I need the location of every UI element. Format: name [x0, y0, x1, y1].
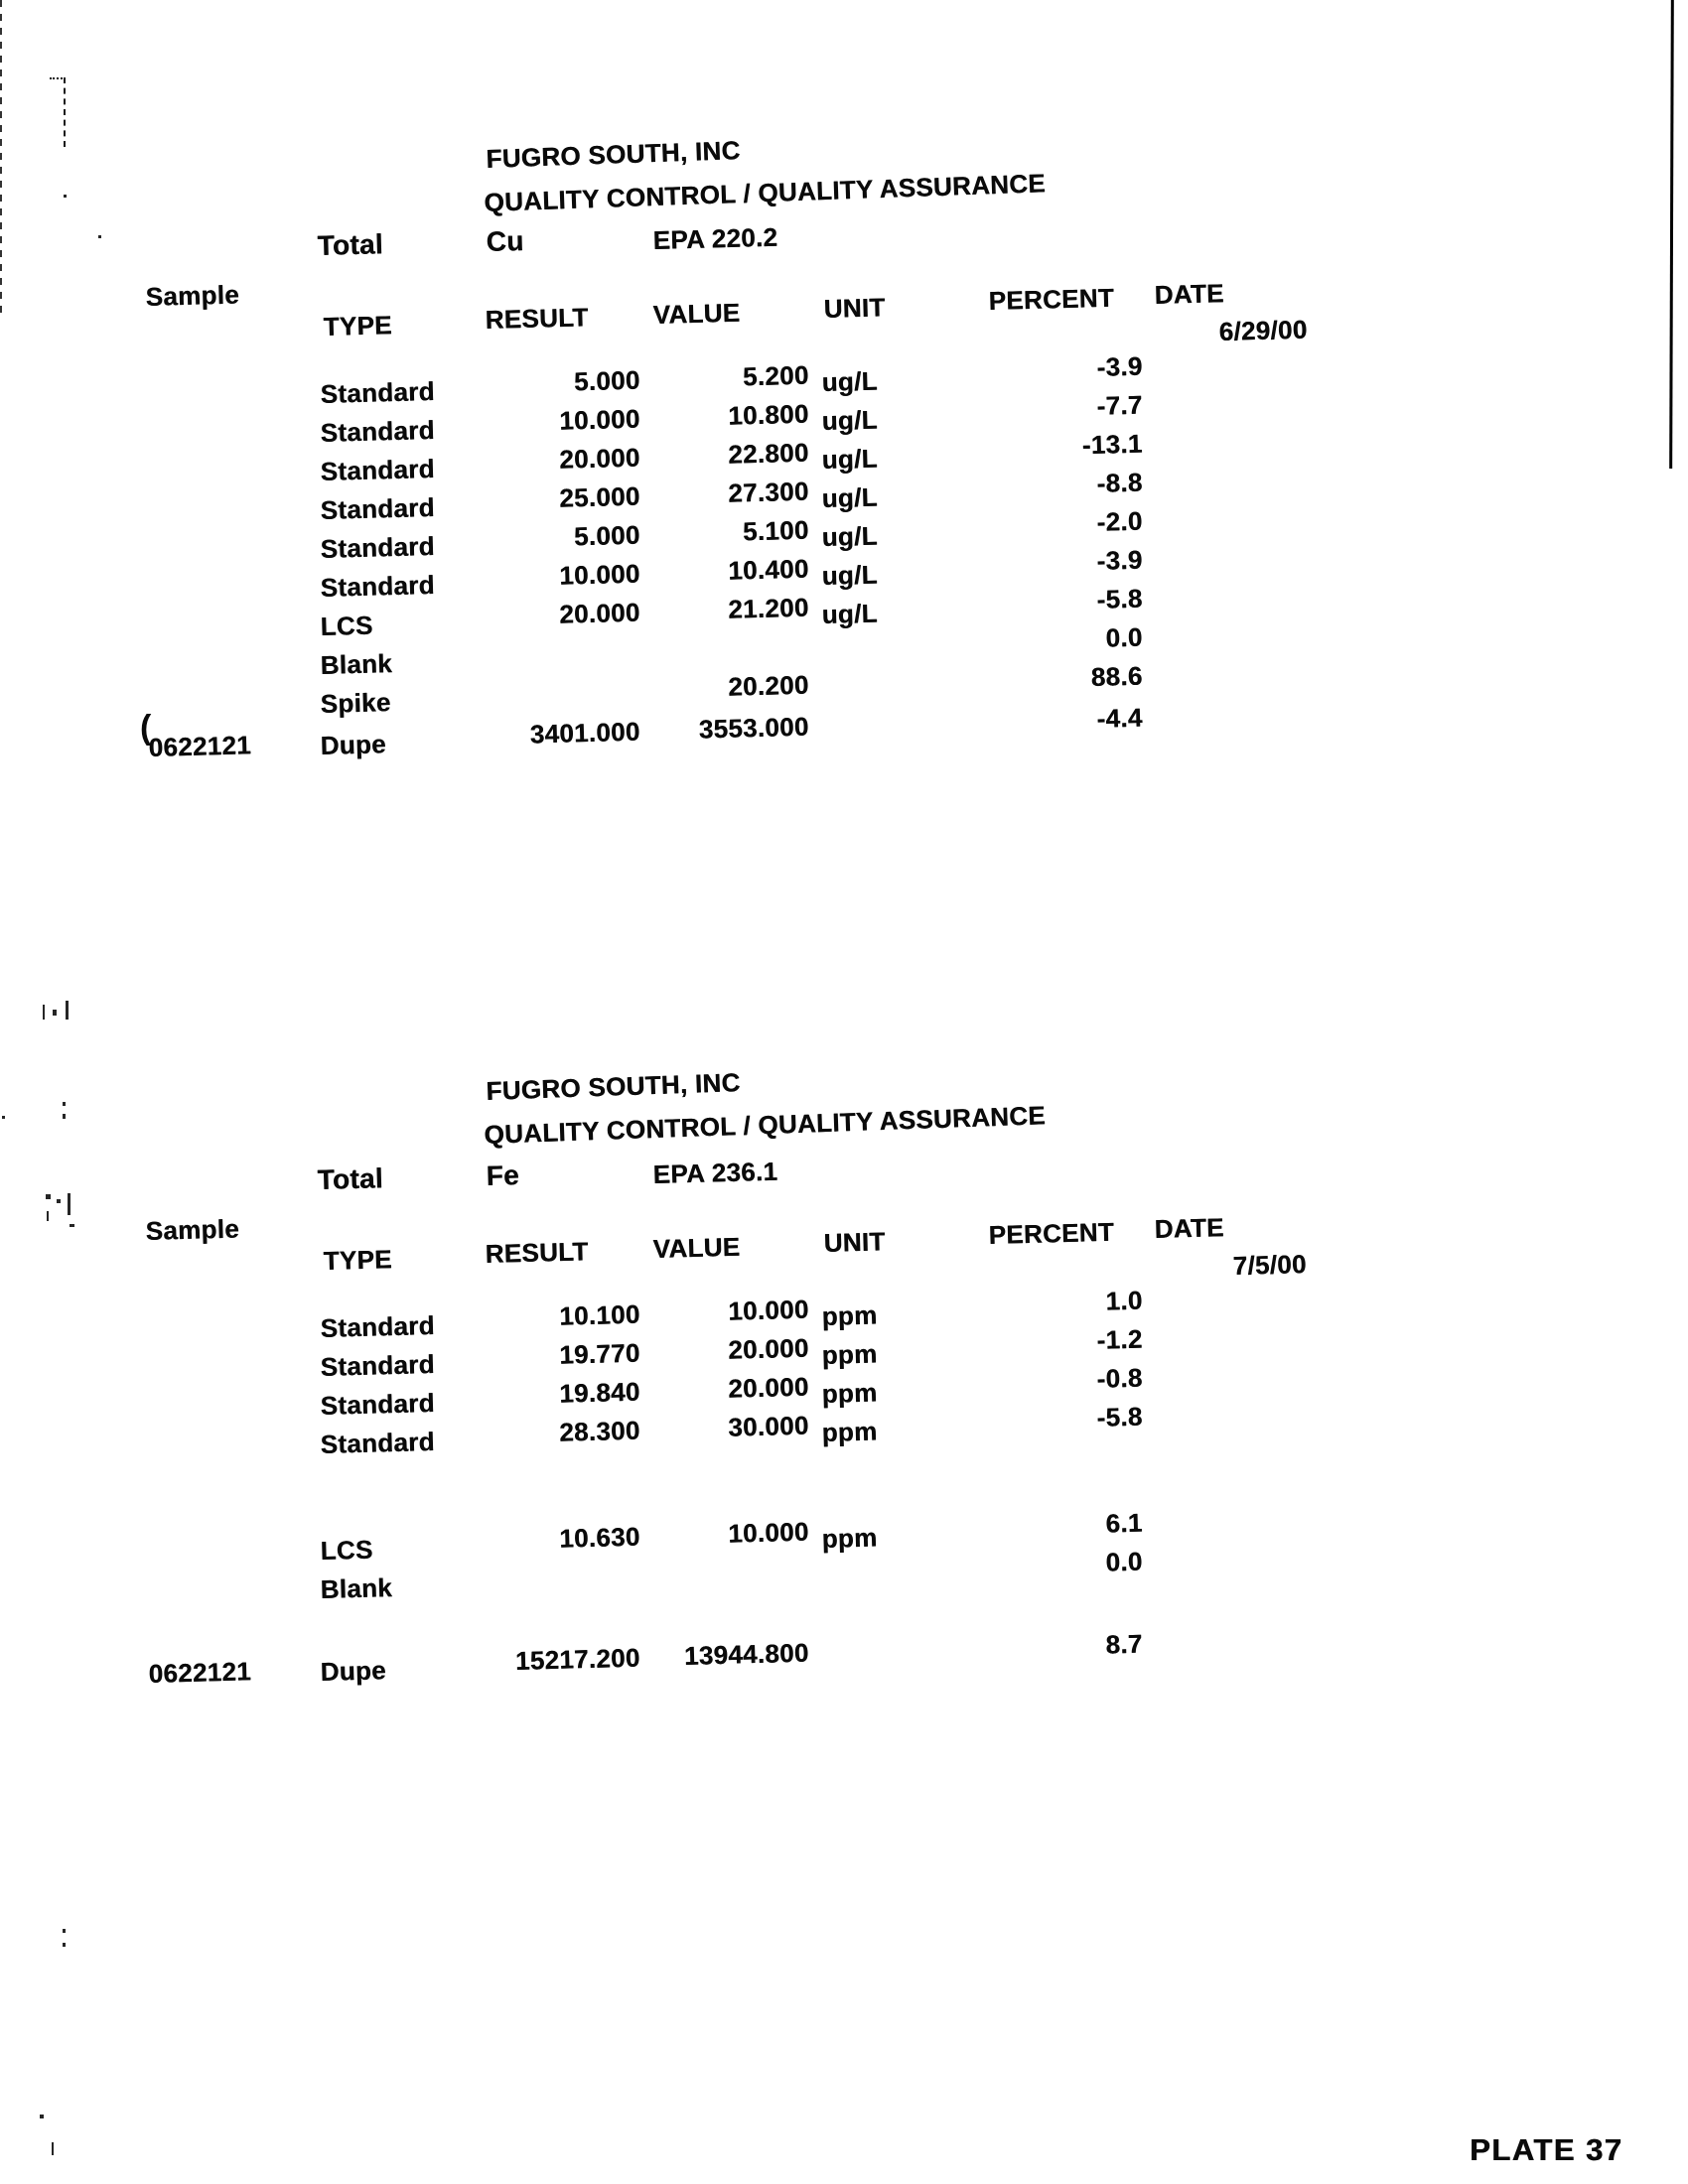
company-name: FUGRO SOUTH, INC [485, 1067, 741, 1106]
scan-artifact-right-edge-line [1669, 0, 1674, 469]
cell-result: 10.000 [558, 403, 640, 436]
scan-artifact-dot [2, 1116, 5, 1119]
cell-result: 5.000 [573, 519, 640, 552]
cell-value: 5.200 [742, 359, 809, 392]
cell-type: Standard [320, 375, 436, 409]
scan-artifact-right-edge-dashes [0, 0, 2, 316]
cell-unit: ppm [821, 1416, 878, 1447]
cell-result: 15217.200 [514, 1642, 640, 1676]
cell-unit: ug/L [821, 481, 879, 513]
cell-unit: ug/L [821, 443, 879, 475]
cell-type: Standard [320, 414, 436, 448]
cell-type: Standard [320, 530, 436, 564]
scan-artifact-dot [63, 1943, 66, 1947]
column-header-date: DATE [1154, 1212, 1225, 1244]
cell-percent: -1.2 [1096, 1323, 1143, 1355]
cell-type: Blank [320, 1572, 393, 1604]
scan-artifact-dash [70, 1224, 74, 1227]
cell-value: 10.400 [727, 553, 809, 586]
scan-artifact-dot [63, 1114, 66, 1119]
cell-type: LCS [320, 1534, 373, 1566]
cell-percent: -4.4 [1096, 702, 1143, 734]
company-name: FUGRO SOUTH, INC [485, 135, 741, 174]
scan-artifact-tick [43, 1005, 45, 1020]
plate-label: PLATE 37 [1470, 2132, 1623, 2167]
cell-value: 27.300 [727, 476, 809, 508]
cell-sample: 0622121 [148, 1656, 252, 1689]
cell-percent: 6.1 [1105, 1507, 1143, 1539]
cell-type: Spike [320, 687, 391, 719]
analyte-label: Cu [486, 225, 524, 258]
cell-result: 10.000 [558, 558, 640, 591]
cell-percent: 0.0 [1105, 621, 1143, 653]
cell-value: 10.000 [727, 1516, 809, 1549]
cell-unit: ppm [821, 1522, 878, 1554]
cell-percent: -8.8 [1096, 467, 1143, 498]
column-header-result: RESULT [485, 1236, 589, 1269]
cell-percent: 1.0 [1105, 1285, 1143, 1316]
scan-artifact-speck [57, 1199, 61, 1203]
scan-artifact-dot [98, 235, 101, 238]
cell-type: Dupe [320, 1655, 387, 1687]
cell-percent: -5.8 [1096, 1401, 1143, 1433]
cell-result: 5.000 [573, 364, 640, 397]
scan-artifact-dot [64, 195, 67, 198]
cell-type: Standard [320, 1309, 436, 1343]
column-header-unit: UNIT [823, 292, 886, 324]
cell-type: Blank [320, 648, 393, 680]
cell-unit: ug/L [821, 404, 879, 436]
cell-percent: 88.6 [1090, 660, 1143, 693]
scan-artifact-paren-mark: ( [140, 709, 152, 747]
scan-artifact-dot [63, 1929, 66, 1933]
sample-column-label: Sample [145, 279, 240, 312]
cell-result: 10.630 [558, 1521, 640, 1554]
scan-artifact-dot [63, 1102, 66, 1106]
cell-unit: ug/L [821, 365, 879, 397]
cell-value: 10.000 [727, 1294, 809, 1326]
cell-unit: ppm [821, 1377, 878, 1409]
cell-result: 20.000 [558, 597, 640, 629]
column-header-value: VALUE [652, 1231, 741, 1264]
scan-artifact-speck [46, 1194, 51, 1199]
scan-artifact-dot [53, 1010, 57, 1016]
cell-result: 10.100 [558, 1298, 640, 1331]
report-subtitle: QUALITY CONTROL / QUALITY ASSURANCE [483, 168, 1047, 217]
sample-column-label: Sample [145, 1213, 240, 1246]
scan-artifact-dot [40, 2115, 44, 2118]
cell-type: Standard [320, 491, 436, 525]
cell-unit: ug/L [821, 520, 879, 552]
cell-percent: 8.7 [1105, 1628, 1143, 1660]
cell-percent: -7.7 [1096, 389, 1143, 421]
cell-type: Standard [320, 1348, 436, 1382]
cell-type: LCS [320, 610, 373, 641]
cell-value: 30.000 [727, 1410, 809, 1442]
column-header-percent: PERCENT [988, 282, 1115, 316]
cell-percent: -3.9 [1096, 544, 1143, 576]
cell-unit: ppm [821, 1338, 878, 1370]
cell-type: Standard [320, 1387, 436, 1421]
cell-type: Standard [320, 569, 436, 603]
cell-result: 28.300 [558, 1415, 640, 1447]
method-label: EPA 236.1 [652, 1156, 778, 1189]
fraction-label: Total [317, 1162, 384, 1196]
scan-artifact-top-left-hook [50, 77, 66, 147]
cell-value: 21.200 [727, 592, 809, 624]
scan-artifact-tick [52, 2142, 54, 2155]
cell-percent: -0.8 [1096, 1362, 1143, 1394]
report-subtitle: QUALITY CONTROL / QUALITY ASSURANCE [483, 1100, 1047, 1150]
method-label: EPA 220.2 [652, 221, 778, 255]
cell-value: 20.200 [727, 669, 809, 702]
cell-result: 19.770 [558, 1337, 640, 1370]
column-header-unit: UNIT [823, 1226, 886, 1258]
cell-value: 20.000 [727, 1371, 809, 1404]
cell-result: 25.000 [558, 480, 640, 513]
cell-value: 3553.000 [698, 711, 809, 745]
cell-type: Standard [320, 453, 436, 486]
column-header-date: DATE [1154, 278, 1225, 310]
cell-type: Dupe [320, 729, 387, 760]
run-date: 7/5/00 [1232, 1249, 1308, 1281]
cell-result: 20.000 [558, 442, 640, 475]
cell-unit: ppm [821, 1299, 878, 1331]
fraction-label: Total [317, 228, 384, 262]
column-header-value: VALUE [652, 297, 741, 330]
analyte-label: Fe [486, 1160, 520, 1192]
column-header-type: TYPE [323, 310, 393, 341]
cell-unit: ug/L [821, 598, 879, 629]
cell-sample: 0622121 [148, 730, 252, 762]
cell-value: 10.800 [727, 398, 809, 431]
cell-value: 22.800 [727, 437, 809, 470]
scan-artifact-tick [68, 1193, 70, 1215]
cell-value: 5.100 [742, 514, 809, 547]
cell-percent: -3.9 [1096, 350, 1143, 382]
cell-value: 20.000 [727, 1332, 809, 1365]
cell-percent: 0.0 [1105, 1546, 1143, 1577]
cell-result: 19.840 [558, 1376, 640, 1409]
run-date: 6/29/00 [1218, 314, 1308, 346]
column-header-result: RESULT [485, 302, 589, 335]
scan-artifact-tick [66, 1001, 69, 1020]
cell-type: Standard [320, 1426, 436, 1459]
column-header-type: TYPE [323, 1244, 393, 1276]
cell-value: 13944.800 [683, 1637, 809, 1671]
cell-percent: -13.1 [1081, 428, 1143, 461]
cell-percent: -5.8 [1096, 583, 1143, 614]
cell-percent: -2.0 [1096, 505, 1143, 537]
scan-artifact-tick [47, 1211, 49, 1221]
column-header-percent: PERCENT [988, 1216, 1115, 1250]
cell-unit: ug/L [821, 559, 879, 591]
cell-result: 3401.000 [529, 716, 640, 750]
